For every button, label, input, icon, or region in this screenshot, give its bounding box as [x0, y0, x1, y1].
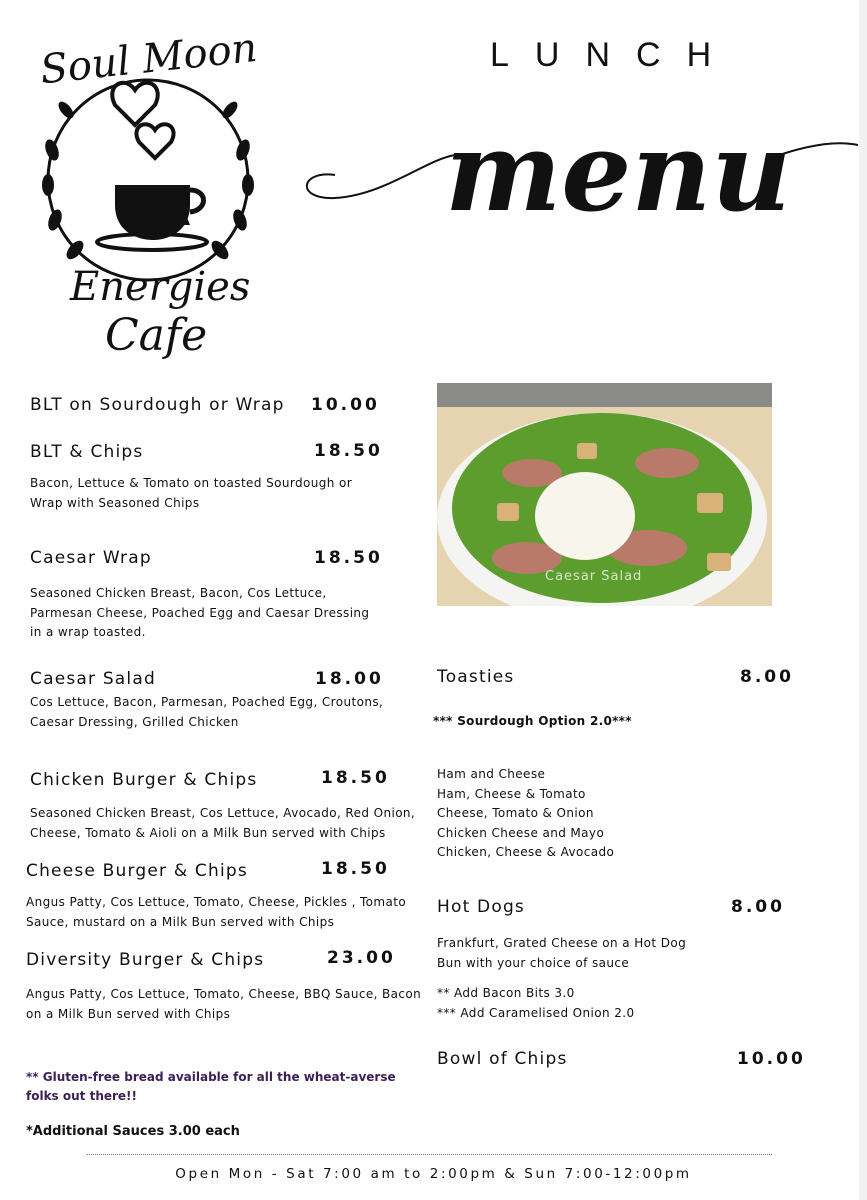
logo-line-3: Cafe: [105, 310, 208, 361]
footer-divider: [87, 1154, 772, 1155]
lunch-heading: LUNCH: [490, 36, 738, 74]
item-description: Bacon, Lettuce & Tomato on toasted Sourdough or Wrap with Seasoned Chips: [30, 476, 353, 510]
list-item: Cheese, Tomato & Onion: [437, 806, 594, 820]
item-name: Bowl of Chips: [437, 1049, 568, 1069]
menu-script-heading: [295, 100, 860, 240]
item-price: 8.00: [731, 897, 785, 917]
opening-hours: Open Mon - Sat 7:00 am to 2:00pm & Sun 7:00-12:00pm: [175, 1166, 692, 1182]
item-name: BLT on Sourdough or Wrap: [30, 395, 285, 415]
item-price: 10.00: [737, 1049, 806, 1069]
list-item: Ham, Cheese & Tomato: [437, 786, 586, 801]
list-item: Chicken, Cheese & Avocado: [437, 845, 615, 859]
item-price: 18.50: [321, 859, 390, 879]
item-name: Hot Dogs: [437, 897, 525, 917]
gluten-free-note: ** Gluten-free bread available for all the wheat-averse folks out there!!: [26, 1070, 396, 1103]
item-name: Caesar Wrap: [30, 548, 152, 568]
item-price: 18.50: [314, 548, 383, 568]
item-name: BLT & Chips: [30, 442, 144, 462]
item-description: Seasoned Chicken Breast, Cos Lettuce, Avocado, Red Onion, Cheese, Tomato & Aioli on a Milk Bun served with Chips: [30, 806, 416, 840]
addon-bacon-bits: ** Add Bacon Bits 3.0: [437, 986, 575, 1000]
logo-line-2: Energies: [70, 264, 251, 310]
caesar-salad-photo: [437, 383, 772, 606]
item-description: Angus Patty, Cos Lettuce, Tomato, Cheese, Pickles , Tomato Sauce, mustard on a Milk Bun served with Chips: [26, 895, 407, 929]
item-name: Caesar Salad: [30, 669, 156, 689]
item-price: 10.00: [311, 395, 380, 415]
item-description: Seasoned Chicken Breast, Bacon, Cos Lettuce, Parmesan Cheese, Poached Egg and Caesar Dressing in a wrap toasted.: [30, 586, 370, 639]
item-price: 8.00: [740, 667, 794, 687]
item-price: 18.00: [315, 669, 384, 689]
addon-caramelised-onion: *** Add Caramelised Onion 2.0: [437, 1005, 635, 1020]
hot-dog-addons: [437, 984, 635, 1023]
item-name: Diversity Burger & Chips: [26, 950, 265, 970]
hot-dog-description: Frankfurt, Grated Cheese on a Hot Dog Bun with your choice of sauce: [437, 936, 687, 970]
cafe-logo: [30, 10, 270, 370]
item-name: Chicken Burger & Chips: [30, 770, 258, 790]
item-price: 18.50: [321, 768, 390, 788]
toastie-options-list: [437, 765, 614, 863]
item-price: 18.50: [314, 441, 383, 461]
menu-word: menu: [445, 107, 792, 236]
page-edge: [859, 0, 867, 1200]
sourdough-option: *** Sourdough Option 2.0***: [433, 714, 632, 728]
item-description: Angus Patty, Cos Lettuce, Tomato, Cheese, BBQ Sauce, Bacon on a Milk Bun served with Chips: [26, 987, 422, 1021]
item-price: 23.00: [327, 948, 396, 968]
list-item: Ham and Cheese: [437, 767, 546, 781]
additional-sauces-note: *Additional Sauces 3.00 each: [26, 1124, 240, 1139]
photo-caption: Caesar Salad: [545, 569, 643, 584]
item-description: Cos Lettuce, Bacon, Parmesan, Poached Egg, Croutons, Caesar Dressing, Grilled Chicken: [30, 695, 384, 729]
item-name: Cheese Burger & Chips: [26, 861, 248, 881]
item-name: Toasties: [437, 667, 515, 687]
logo-line-1: Soul Moon: [38, 24, 260, 94]
list-item: Chicken Cheese and Mayo: [437, 825, 605, 840]
